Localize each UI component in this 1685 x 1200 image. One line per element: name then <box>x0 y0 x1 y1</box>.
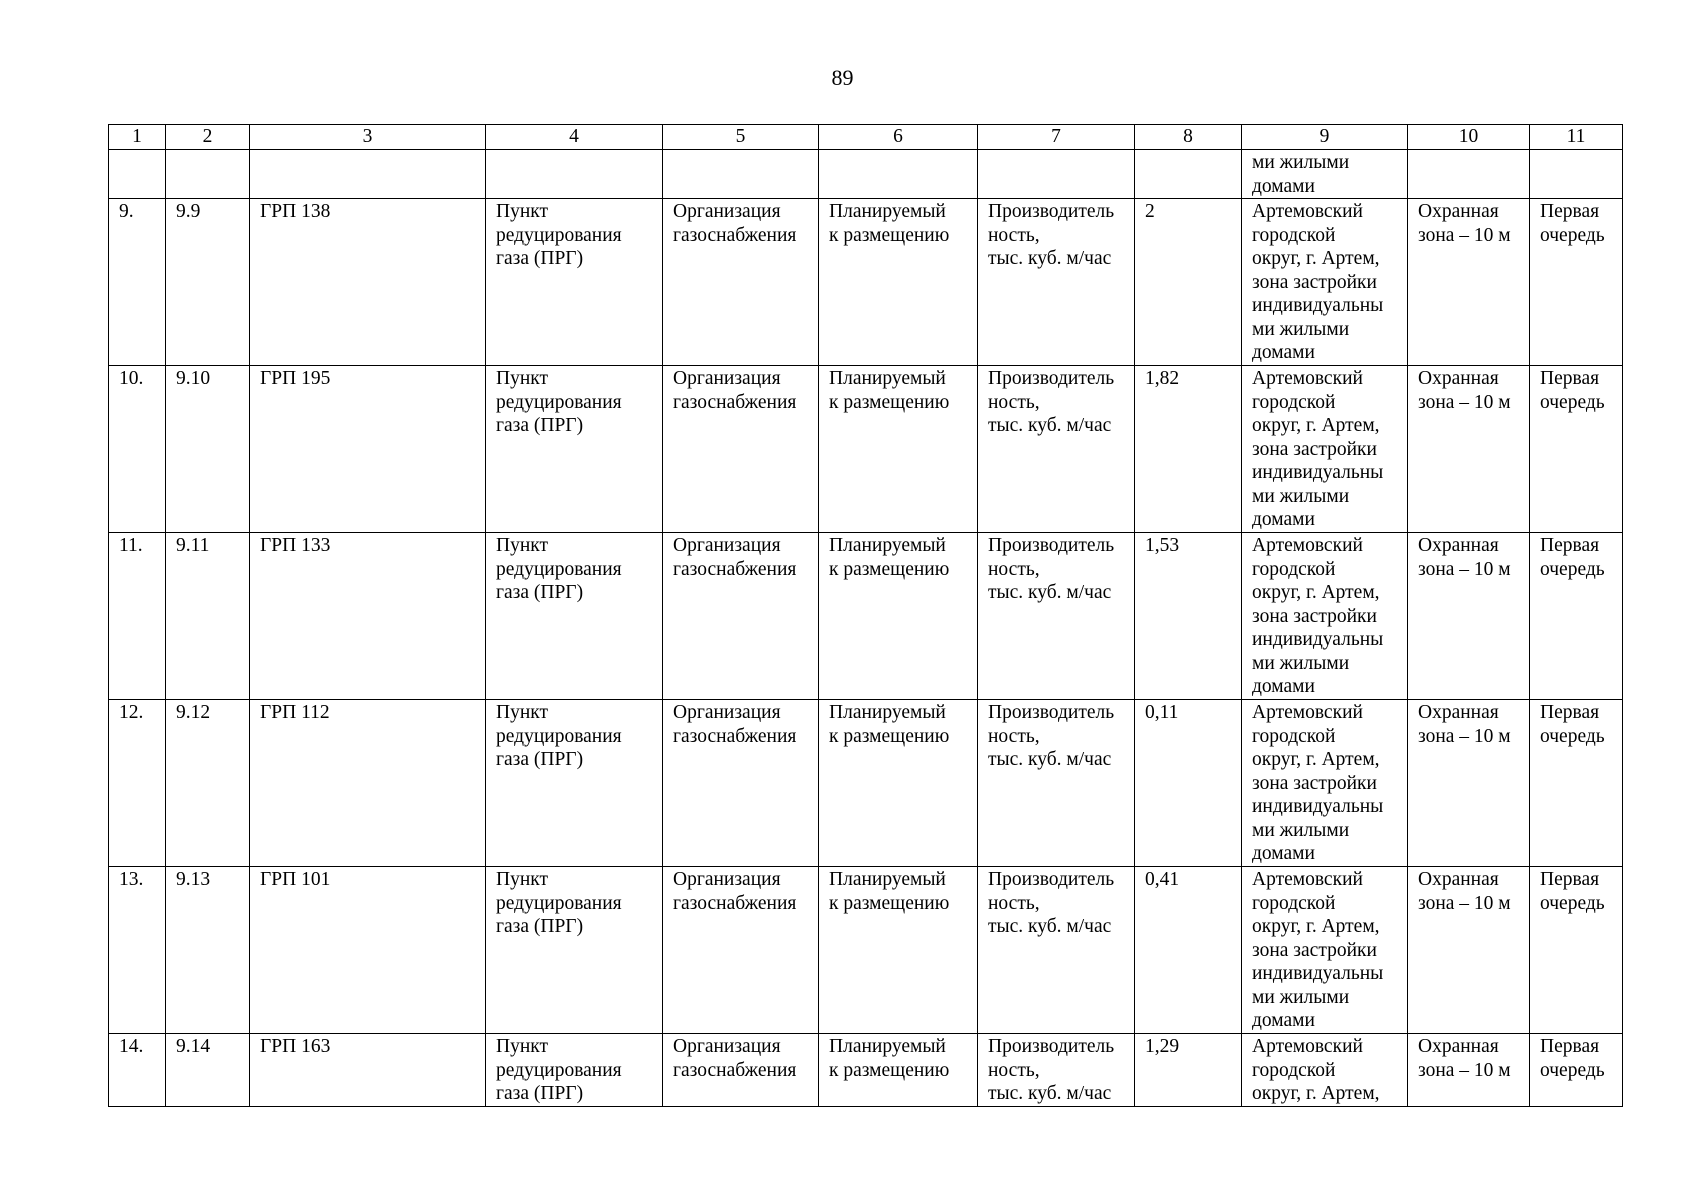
facility-type-cell: 4 <box>486 125 663 150</box>
item-code-cell: 2 <box>166 125 250 150</box>
row-number-cell: 10. <box>109 366 166 533</box>
protection-zone-cell <box>1408 150 1530 199</box>
purpose-cell <box>663 150 819 199</box>
protection-zone-cell: Охранная зона – 10 м <box>1408 366 1530 533</box>
purpose-cell: Организация газоснабжения <box>663 867 819 1034</box>
table-row <box>109 1034 1623 1107</box>
facility-type-cell: Пункт редуцирования газа (ПРГ) <box>486 366 663 533</box>
parameter-value-cell: 0,41 <box>1135 867 1242 1034</box>
facility-type-cell: Пункт редуцирования газа (ПРГ) <box>486 533 663 700</box>
status-cell <box>819 150 978 199</box>
location-cell: 9 <box>1242 125 1408 150</box>
table-row <box>109 199 1623 366</box>
item-code-cell: 9.13 <box>166 867 250 1034</box>
gas-facilities-table <box>108 124 1623 1107</box>
stage-cell: Первая очередь <box>1530 199 1623 366</box>
row-number-cell: 1 <box>109 125 166 150</box>
row-number-cell: 14. <box>109 1034 166 1107</box>
column-number-row <box>109 125 1623 150</box>
item-code-cell: 9.12 <box>166 700 250 867</box>
continuation-row <box>109 150 1623 199</box>
table-row <box>109 867 1623 1034</box>
purpose-cell: Организация газоснабжения <box>663 1034 819 1107</box>
purpose-cell: Организация газоснабжения <box>663 533 819 700</box>
location-cell: Артемовский городской округ, г. Артем, <box>1242 1034 1408 1107</box>
status-cell: Планируемый к размещению <box>819 533 978 700</box>
protection-zone-cell: 10 <box>1408 125 1530 150</box>
purpose-cell: Организация газоснабжения <box>663 366 819 533</box>
parameter-value-cell: 1,29 <box>1135 1034 1242 1107</box>
status-cell: Планируемый к размещению <box>819 700 978 867</box>
item-code-cell: 9.11 <box>166 533 250 700</box>
item-code-cell: 9.14 <box>166 1034 250 1107</box>
status-cell: 6 <box>819 125 978 150</box>
stage-cell: Первая очередь <box>1530 533 1623 700</box>
location-cell: Артемовский городской округ, г. Артем, зона застройки индивидуальны ми жилыми домами <box>1242 199 1408 366</box>
status-cell: Планируемый к размещению <box>819 867 978 1034</box>
facility-type-cell: Пункт редуцирования газа (ПРГ) <box>486 867 663 1034</box>
protection-zone-cell: Охранная зона – 10 м <box>1408 533 1530 700</box>
item-code-cell <box>166 150 250 199</box>
location-cell: Артемовский городской округ, г. Артем, зона застройки индивидуальны ми жилыми домами <box>1242 700 1408 867</box>
table-row <box>109 533 1623 700</box>
protection-zone-cell: Охранная зона – 10 м <box>1408 700 1530 867</box>
status-cell: Планируемый к размещению <box>819 199 978 366</box>
parameter-cell: Производитель ность, тыс. куб. м/час <box>978 700 1135 867</box>
item-code-cell: 9.10 <box>166 366 250 533</box>
parameter-value-cell: 1,82 <box>1135 366 1242 533</box>
parameter-value-cell <box>1135 150 1242 199</box>
facility-name-cell: ГРП 101 <box>250 867 486 1034</box>
facility-type-cell: Пункт редуцирования газа (ПРГ) <box>486 1034 663 1107</box>
facility-name-cell: ГРП 133 <box>250 533 486 700</box>
parameter-value-cell: 0,11 <box>1135 700 1242 867</box>
row-number-cell: 12. <box>109 700 166 867</box>
facility-name-cell <box>250 150 486 199</box>
parameter-cell: Производитель ность, тыс. куб. м/час <box>978 366 1135 533</box>
page-number: 89 <box>831 65 854 90</box>
row-number-cell: 9. <box>109 199 166 366</box>
parameter-cell: Производитель ность, тыс. куб. м/час <box>978 1034 1135 1107</box>
status-cell: Планируемый к размещению <box>819 366 978 533</box>
row-number-cell: 11. <box>109 533 166 700</box>
location-cell: Артемовский городской округ, г. Артем, зона застройки индивидуальны ми жилыми домами <box>1242 366 1408 533</box>
parameter-value-cell: 1,53 <box>1135 533 1242 700</box>
facility-type-cell: Пункт редуцирования газа (ПРГ) <box>486 700 663 867</box>
facility-name-cell: ГРП 112 <box>250 700 486 867</box>
row-number-cell <box>109 150 166 199</box>
parameter-cell: Производитель ность, тыс. куб. м/час <box>978 199 1135 366</box>
facility-name-cell: 3 <box>250 125 486 150</box>
parameter-cell: Производитель ность, тыс. куб. м/час <box>978 533 1135 700</box>
stage-cell <box>1530 150 1623 199</box>
parameter-cell: Производитель ность, тыс. куб. м/час <box>978 867 1135 1034</box>
location-cell: ми жилыми домами <box>1242 150 1408 199</box>
row-number-cell: 13. <box>109 867 166 1034</box>
status-cell: Планируемый к размещению <box>819 1034 978 1107</box>
facility-name-cell: ГРП 195 <box>250 366 486 533</box>
purpose-cell: Организация газоснабжения <box>663 199 819 366</box>
table-row <box>109 700 1623 867</box>
protection-zone-cell: Охранная зона – 10 м <box>1408 199 1530 366</box>
stage-cell: Первая очередь <box>1530 867 1623 1034</box>
facility-name-cell: ГРП 138 <box>250 199 486 366</box>
parameter-cell: 7 <box>978 125 1135 150</box>
location-cell: Артемовский городской округ, г. Артем, зона застройки индивидуальны ми жилыми домами <box>1242 867 1408 1034</box>
protection-zone-cell: Охранная зона – 10 м <box>1408 1034 1530 1107</box>
stage-cell: Первая очередь <box>1530 366 1623 533</box>
stage-cell: 11 <box>1530 125 1623 150</box>
purpose-cell: Организация газоснабжения <box>663 700 819 867</box>
facility-type-cell: Пункт редуцирования газа (ПРГ) <box>486 199 663 366</box>
facility-type-cell <box>486 150 663 199</box>
item-code-cell: 9.9 <box>166 199 250 366</box>
facility-name-cell: ГРП 163 <box>250 1034 486 1107</box>
stage-cell: Первая очередь <box>1530 1034 1623 1107</box>
stage-cell: Первая очередь <box>1530 700 1623 867</box>
parameter-value-cell: 8 <box>1135 125 1242 150</box>
parameter-value-cell: 2 <box>1135 199 1242 366</box>
parameter-cell <box>978 150 1135 199</box>
protection-zone-cell: Охранная зона – 10 м <box>1408 867 1530 1034</box>
purpose-cell: 5 <box>663 125 819 150</box>
table-row <box>109 366 1623 533</box>
location-cell: Артемовский городской округ, г. Артем, зона застройки индивидуальны ми жилыми домами <box>1242 533 1408 700</box>
